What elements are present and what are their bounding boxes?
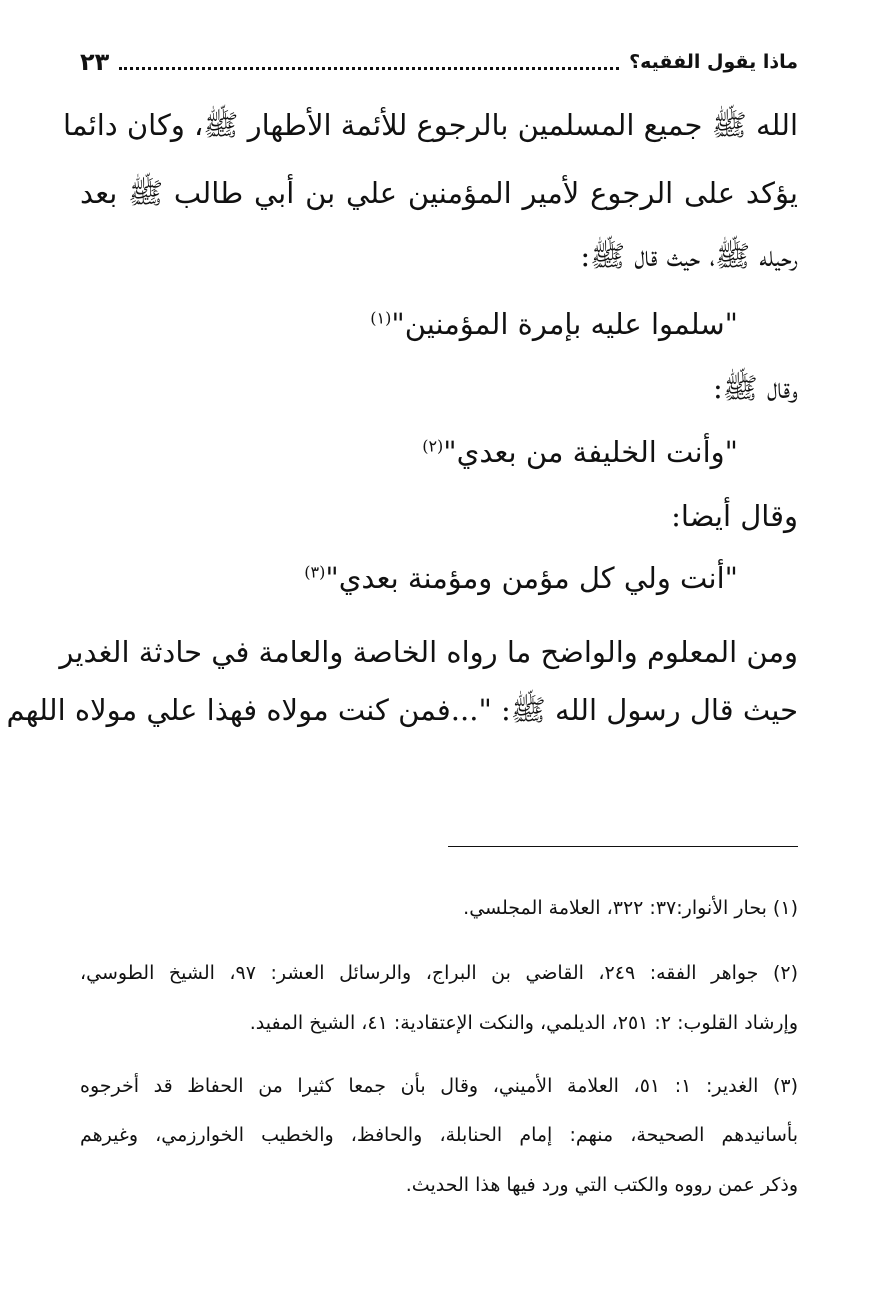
body-line-6: ومن المعلوم والواضح ما رواه الخاصة والعامة في حادثة الغدير xyxy=(59,635,798,669)
body-line-1: الله ﷺ جميع المسلمين بالرجوع للأئمة الأطهار ﷺ، وكان دائما xyxy=(63,108,798,142)
footnote-ref-2: (٢) xyxy=(422,436,444,456)
footnote-3-line-1: (٣) الغدير: ١: ٥١، العلامة الأميني، وقال بأن جمعا كثيرا من الحفاظ قد أخرجوه xyxy=(80,1075,798,1097)
quote-2-text: "وأنت الخليفة من بعدي" xyxy=(443,435,738,469)
quote-1 xyxy=(80,304,738,344)
footnote-ref-3: (٣) xyxy=(304,562,326,582)
page-number: ٢٣ xyxy=(80,48,110,76)
footnote-2-line-2: وإرشاد القلوب: ٢: ٢٥١، الديلمي، والنكت الإعتقادية: ٤١، الشيخ المفيد. xyxy=(249,1012,798,1034)
body-line-2: يؤكد على الرجوع لأمير المؤمنين علي بن أبي طالب ﷺ بعد xyxy=(80,176,798,210)
page-header xyxy=(80,42,798,82)
body-line-7: حيث قال رسول الله ﷺ: "...فمن كنت مولاه فهذا علي مولاه اللهم xyxy=(6,693,798,727)
body-line-5: وقال أيضا: xyxy=(671,499,798,533)
footnote-3-line-3: وذكر عمن رووه والكتب التي ورد فيها هذا الحديث. xyxy=(405,1174,798,1196)
quote-3-text: "أنت ولي كل مؤمن ومؤمنة بعدي" xyxy=(325,561,738,595)
quote-3 xyxy=(80,558,738,598)
quote-1-text: "سلموا عليه بإمرة المؤمنين" xyxy=(391,307,738,341)
quote-2 xyxy=(80,432,738,472)
footnote-separator xyxy=(448,846,798,847)
body-line-3: رحيله ﷺ، حيث قال ﷺ: xyxy=(580,239,798,273)
footnote-ref-1: (١) xyxy=(370,308,392,328)
footnote-2-line-1: (٢) جواهر الفقه: ٢٤٩، القاضي بن البراج، والرسائل العشر: ٩٧، الشيخ الطوسي، xyxy=(80,962,798,984)
footnote-3-line-2: بأسانيدهم الصحيحة، منهم: إمام الحنابلة، والحافظ، والخطيب الخوارزمي، وغيرهم xyxy=(80,1124,798,1146)
footnote-1: (١) بحار الأنوار:٣٧: ٣٢٢، العلامة المجلسي. xyxy=(463,897,798,919)
body-line-4: وقال ﷺ: xyxy=(713,371,798,405)
running-title: ماذا يقول الفقيه؟ xyxy=(629,51,798,73)
dotted-leader xyxy=(119,66,619,70)
